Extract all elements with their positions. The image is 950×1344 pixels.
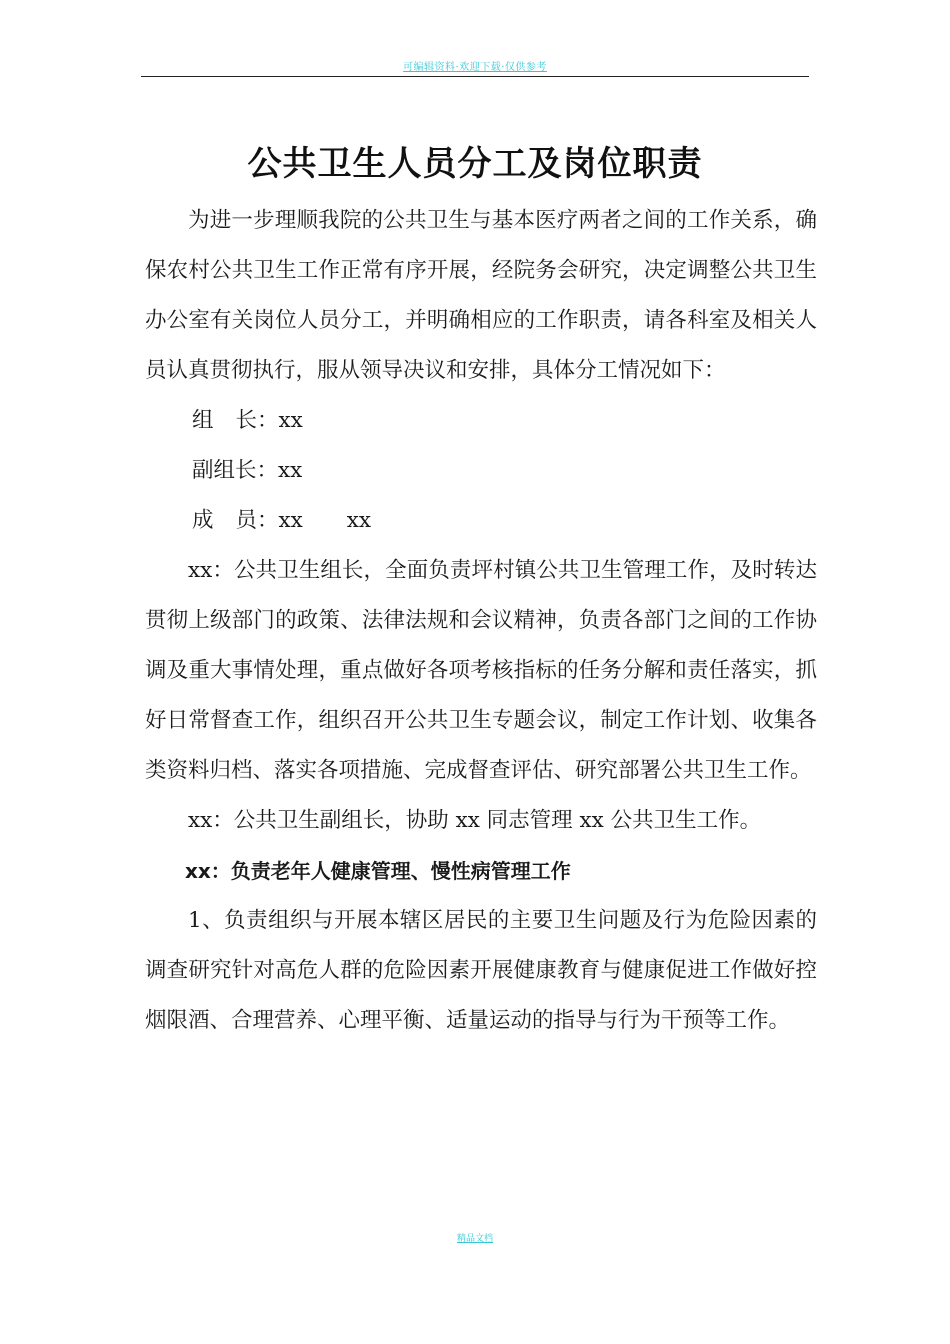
member-name-1: xx xyxy=(278,508,303,533)
header-divider xyxy=(141,76,809,77)
leader-line xyxy=(145,396,817,446)
deputy-name: xx xyxy=(278,458,303,483)
page-header-text: 可编辑资料·欢迎下载·仅供参考 xyxy=(403,62,547,73)
deputy-label: 副组长： xyxy=(192,458,279,483)
member-line xyxy=(145,496,817,546)
leader-duty-paragraph: xx：公共卫生组长，全面负责坪村镇公共卫生管理工作，及时转达贯彻上级部门的政策、法律法规和会议精神，负责各部门之间的工作协调及重大事情处理，重点做好各项考核指标的任务分解和责任落实，抓好日常督查工作，组织召开公共卫生专题会议，制定工作计划、收集各类资料归档、落实各项措施、完成督查评估、研究部署公共卫生工作。 xyxy=(145,558,817,783)
document-body xyxy=(145,196,817,1046)
leader-name: xx xyxy=(278,408,303,433)
deputy-duty-paragraph: xx：公共卫生副组长，协助 xx 同志管理 xx 公共卫生工作。 xyxy=(188,808,762,833)
leader-label-part2: 长： xyxy=(235,408,279,433)
member-label-part2: 员： xyxy=(235,508,279,533)
page-footer-text: 精品文档 xyxy=(456,1234,493,1244)
intro-paragraph: 为进一步理顺我院的公共卫生与基本医疗两者之间的工作关系，确保农村公共卫生工作正常有序开展，经院务会研究，决定调整公共卫生办公室有关岗位人员分工，并明确相应的工作职责，请各科室及相关人员认真贯彻执行，服从领导决议和安排，具体分工情况如下： xyxy=(145,208,817,383)
leader-label-part1: 组 xyxy=(192,408,214,433)
deputy-line xyxy=(145,446,817,496)
member-name-2: xx xyxy=(346,508,372,533)
member-label-part1: 成 xyxy=(192,508,214,533)
elderly-care-heading: xx：负责老年人健康管理、慢性病管理工作 xyxy=(185,859,571,883)
duty-item-1: 1、负责组织与开展本辖区居民的主要卫生问题及行为危险因素的调查研究针对高危人群的危险因素开展健康教育与健康促进工作做好控烟限酒、合理营养、心理平衡、适量运动的指导与行为干预等工作。 xyxy=(145,908,817,1033)
document-title: 公共卫生人员分工及岗位职责 xyxy=(247,144,703,184)
